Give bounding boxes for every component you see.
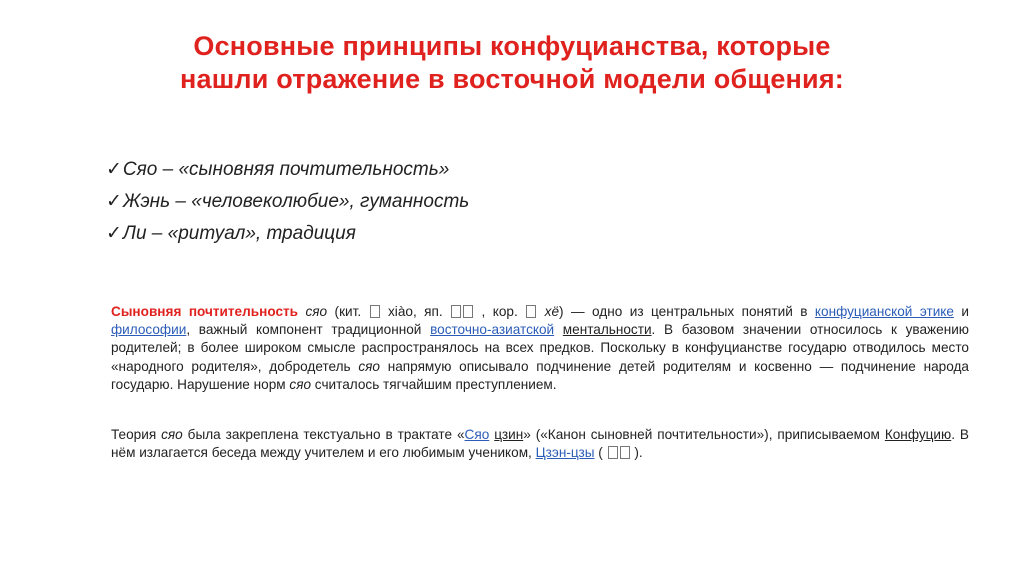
text-segment: (кит. [327,304,369,319]
principle-xiao [106,160,806,180]
text-segment: . В нём излагается беседа между учителем и его любимым учеником, [111,427,969,461]
link-confucius[interactable]: Конфуцию [884,427,952,442]
link-jing[interactable]: цзин [494,427,524,442]
link-zengzi[interactable]: Цзэн-цзы [535,445,595,461]
text-segment: ) — одно из центральных понятий в [559,304,815,319]
glyph-placeholder-icon [620,446,630,459]
term-xiao: сяо [161,427,183,442]
glyph-placeholder-icon [451,305,461,318]
glyph-placeholder-icon [526,305,536,318]
text-segment: напрямую описывало подчинение детей родителям и косвенно — подчинение народа государю. Нарушение норм [111,358,969,392]
term-filial-piety: Сыновняя почтительность [111,304,299,319]
text-segment: ). [630,445,643,461]
text-segment: , важный компонент традиционной [186,322,431,338]
glyph-placeholder-icon [370,305,380,318]
principle-text: Сяо – «сыновняя почтительность» [122,159,450,180]
principle-li [106,224,806,244]
term-xiao: сяо [305,304,328,319]
term-xiao: сяо [358,358,380,374]
term-hyo: хё [544,304,560,319]
checkmark-icon: ✓ [106,223,122,244]
glyph-placeholder-icon [608,446,618,459]
glyph-placeholder-icon [463,305,473,318]
text-segment: » («Канон сыновней почтительности»), приписываемом [523,427,885,442]
text-segment [554,322,563,337]
text-segment: Теория [111,427,162,442]
text-segment: считалось тягчайшим преступлением. [311,376,557,392]
text-segment: ( [594,445,607,461]
principle-ren [106,192,806,212]
text-segment: . В базовом значении относилось к уважению родителей; в более широком смысле распространялось на всех предков. Поскольку в конфуцианстве государю отводилось место «народного родителя», добродетель [111,322,970,374]
principles-list [106,160,806,256]
link-mentality[interactable]: ментальности [562,322,652,338]
link-east-asian[interactable]: восточно-азиатской [430,322,555,338]
principle-text: Ли – «ритуал», традиция [122,223,356,244]
link-xiao[interactable]: Сяо [464,427,490,442]
link-confucian-ethics[interactable]: конфуцианской этике [814,304,954,319]
link-philosophy[interactable]: философии [111,322,187,338]
text-segment: была закреплена текстуально в трактате « [182,427,465,442]
theory-paragraph [111,426,969,462]
text-segment: и [953,304,970,319]
principle-text: Жэнь – «человеколюбие», гуманность [122,191,470,212]
text-segment: xiào, яп. [380,304,451,319]
text-segment: , кор. [474,304,526,319]
filial-piety-paragraph [111,303,969,394]
term-xiao: сяо [289,376,312,392]
title-line-1: Основные принципы конфуцианства, которые [193,31,831,61]
slide-title [70,30,954,96]
title-line-2: нашли отражение в восточной модели общения: [180,64,844,94]
checkmark-icon: ✓ [106,191,122,212]
checkmark-icon: ✓ [106,159,122,180]
